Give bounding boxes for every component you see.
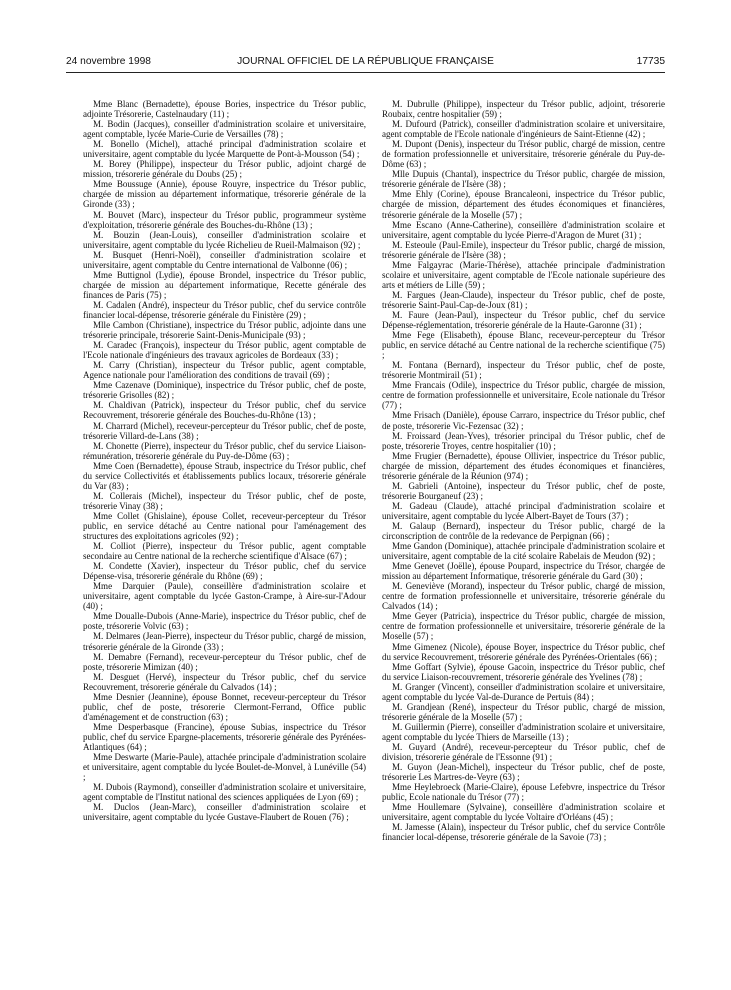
appointment-entry: Mlle Dupuis (Chantal), inspectrice du Trésor public, chargée de mission, trésorerie générale de l'Isère (38) ; [382, 169, 665, 190]
appointment-entry: Mme Collet (Ghislaine), épouse Collet, receveur-percepteur du Trésor public, en service détaché au Centre national pour l'aménagement des structures des exploitations agricoles (92) ; [83, 510, 366, 542]
appointment-entry: M. Bodin (Jacques), conseiller d'administration scolaire et universitaire, agent comptable, lycée Marie-Curie de Versailles (78) ; [83, 119, 366, 140]
appointment-entry: M. Dufourd (Patrick), conseiller d'administration scolaire et universitaire, agent comptable de l'Ecole nationale d'ingénieurs de Saint-Etienne (42) ; [382, 119, 665, 140]
appointment-entry: M. Chaldivan (Patrick), inspecteur du Trésor public, chef du service Recouvrement, trésorerie générale des Bouches-du-Rhône (13) ; [83, 400, 366, 421]
appointment-entry: M. Dubrulle (Philippe), inspecteur du Trésor public, adjoint, trésorerie Roubaix, centre hospitalier (59) ; [382, 99, 665, 120]
appointment-entry: M. Bonello (Michel), attaché principal d'administration scolaire et universitaire, agent comptable du lycée Marquette de Pont-à-Mousson (54) ; [83, 139, 366, 160]
appointment-entry: M. Carry (Christian), inspecteur du Trésor public, agent comptable, Agence nationale pour l'amélioration des conditions de travail (69) ; [83, 360, 366, 381]
appointment-entry: M. Faure (Jean-Paul), inspecteur du Trésor public, chef du service Dépense-réglementation, trésorerie générale de la Haute-Garonne (31) ; [382, 309, 665, 331]
appointment-entry: M. Collerais (Michel), inspecteur du Trésor public, chef de poste, trésorerie Vinay (38) ; [83, 490, 366, 511]
appointment-entry: M. Demabre (Fernand), receveur-percepteur du Trésor public, chef de poste, trésorerie Mimizan (40) ; [83, 651, 366, 672]
appointment-entry: M. Duclos (Jean-Marc), conseiller d'administration scolaire et universitaire, agent comptable du lycée Gustave-Flaubert de Rouen (76) ; [83, 802, 366, 823]
appointment-entry: Mme Francais (Odile), inspectrice du Trésor public, chargée de mission, centre de formation professionnelle et universitaire, Ecole nationale du Trésor (77) ; [382, 380, 665, 411]
appointment-entry: Mme Desnier (Jeannine), épouse Bonnet, receveur-percepteur du Trésor public, chef de poste, trésorerie Clermont-Ferrand, Office public d'aménagement et de construction (63) ; [83, 691, 366, 722]
appointment-entry: M. Granger (Vincent), conseiller d'administration scolaire et universitaire, agent comptable du lycée Val-de-Durance de Pertuis (84) ; [382, 681, 665, 702]
right-column [382, 99, 665, 842]
appointment-entry: Mme Gandon (Dominique), attachée principale d'administration scolaire et universitaire, agent comptable de la cité scolaire Rabelais de Meudon (92) ; [382, 541, 665, 562]
appointment-entry: M. Delmares (Jean-Pierre), inspecteur du Trésor public, chargé de mission, trésorerie générale de la Gironde (33) ; [83, 631, 366, 652]
appointment-entry: M. Desguet (Hervé), inspecteur du Trésor public, chef du service Recouvrement, trésorerie générale du Calvados (14) ; [83, 671, 366, 692]
left-column [83, 99, 366, 822]
appointment-entry: M. Geneviève (Morand), inspecteur du Trésor public, chargé de mission, centre de formation professionnelle et universitaire, trésorerie générale du Calvados (14) ; [382, 581, 665, 612]
appointment-entry: M. Fargues (Jean-Claude), inspecteur du Trésor public, chef de poste, trésorerie Saint-Paul-Cap-de-Joux (81) ; [382, 289, 665, 310]
appointment-entry: M. Guyon (Jean-Michel), inspecteur du Trésor public, chef de poste, trésorerie Les Martres-de-Veyre (63) ; [382, 762, 665, 783]
appointment-entry: Mme Gimenez (Nicole), épouse Boyer, inspectrice du Trésor public, chef du service Recouvrement, trésorerie générale des Pyrénées-Orientales (66) ; [382, 641, 665, 662]
header-page-number: 17735 [636, 56, 665, 67]
appointment-entry: M. Galaup (Bernard), inspecteur du Trésor public, chargé de la circonscription de contrôle de la redevance de Perpignan (66) ; [382, 520, 665, 542]
appointment-entry: Mme Geyer (Patricia), inspectrice du Trésor public, chargée de mission, centre de formation professionnelle et universitaire, trésorerie générale de la Moselle (57) ; [382, 611, 665, 642]
appointment-entry: M. Grandjean (René), inspecteur du Trésor public, chargé de mission, trésorerie générale de la Moselle (57) ; [382, 701, 665, 722]
appointment-entry: Mme Falgayrac (Marie-Thérèse), attachée principale d'administration scolaire et universitaire, agent comptable de l'Ecole nationale supérieure des arts et métiers de Lille (59) ; [382, 259, 665, 290]
appointment-entry: M. Guyard (André), receveur-percepteur du Trésor public, chef de division, trésorerie générale de l'Essonne (91) ; [382, 742, 665, 763]
appointment-entry: M. Gabrieli (Antoine), inspecteur du Trésor public, chef de poste, trésorerie Bourganeuf (23) ; [382, 480, 665, 501]
appointment-entry: Mme Frisach (Danièle), épouse Carraro, inspectrice du Trésor public, chef de poste, trésorerie Vic-Fezensac (32) ; [382, 410, 665, 431]
appointment-entry: M. Guillermin (Pierre), conseiller d'administration scolaire et universitaire, agent comptable du lycée Thiers de Marseille (13) ; [382, 721, 665, 742]
appointment-entry: Mme Ehly (Corine), épouse Brancaleoni, inspectrice du Trésor public, chargée de mission, département des études économiques et financières, trésorerie générale de la Moselle (57) ; [382, 189, 665, 220]
appointment-entry: Mme Blanc (Bernadette), épouse Bories, inspectrice du Trésor public, adjointe Trésorerie, Castelnaudary (11) ; [83, 99, 366, 120]
appointment-entry: Mme Boussuge (Annie), épouse Rouyre, inspectrice du Trésor public, chargée de mission au département informatique, trésorerie générale de la Gironde (33) ; [83, 179, 366, 210]
appointment-entry: Mme Buttignol (Lydie), épouse Brondel, inspectrice du Trésor public, chargée de mission au département informatique, Recette générale des finances de Paris (75) ; [83, 269, 366, 300]
appointment-entry: M. Dubois (Raymond), conseiller d'administration scolaire et universitaire, agent comptable de l'Institut national des sciences appliquées de Lyon (69) ; [83, 782, 366, 803]
appointment-entry: Mme Doualle-Dubois (Anne-Marie), inspectrice du Trésor public, chef de poste, trésorerie Volvic (63) ; [83, 611, 366, 632]
header-date: 24 novembre 1998 [66, 56, 151, 67]
appointment-entry: M. Bouvet (Marc), inspecteur du Trésor public, programmeur système d'exploitation, trésorerie générale des Bouches-du-Rhône (13) ; [83, 209, 366, 230]
appointment-entry: Mlle Cambon (Christiane), inspectrice du Trésor public, adjointe dans une trésorerie principale, trésorerie Saint-Denis-Municipale (93) ; [83, 320, 366, 341]
appointment-entry: M. Bouzin (Jean-Louis), conseiller d'administration scolaire et universitaire, agent comptable du lycée Richelieu de Rueil-Malmaison (92) ; [83, 229, 366, 250]
appointment-entry: M. Gadeau (Claude), attaché principal d'administration scolaire et universitaire, agent comptable du lycée Albert-Bayet de Tours (37) ; [382, 500, 665, 521]
appointment-entry: M. Dupont (Denis), inspecteur du Trésor public, chargé de mission, centre de formation professionnelle et universitaire, trésorerie générale du Puy-de-Dôme (63) ; [382, 139, 665, 170]
appointment-entry: M. Charrard (Michel), receveur-percepteur du Trésor public, chef de poste, trésorerie Villard-de-Lans (38) ; [83, 420, 366, 441]
appointment-entry: Mme Deswarte (Marie-Paule), attachée principale d'administration scolaire et universitaire, agent comptable du lycée Boulet-de-Monvel, à Lunéville (54) ; [83, 752, 366, 783]
appointment-entry: M. Fontana (Bernard), inspecteur du Trésor public, chef de poste, trésorerie Montmirail (51) ; [382, 360, 665, 381]
appointment-entry: M. Borey (Philippe), inspecteur du Trésor public, adjoint chargé de mission, trésorerie générale du Doubs (25) ; [83, 159, 366, 180]
appointment-entry: M. Esteoule (Paul-Emile), inspecteur du Trésor public, chargé de mission, trésorerie générale de l'Isère (38) ; [382, 239, 665, 260]
appointment-entry: Mme Darquier (Paule), conseillère d'administration scolaire et universitaire, agent comptable du lycée Gaston-Crampe, à Aire-sur-l'Adour (40) ; [83, 581, 366, 612]
header-rule [66, 72, 665, 73]
appointment-entry: M. Jamesse (Alain), inspecteur du Trésor public, chef du service Contrôle financier local-dépense, trésorerie générale de la Savoie (73) ; [382, 822, 665, 843]
appointment-entry: Mme Frugier (Bernadette), épouse Ollivier, inspectrice du Trésor public, chargée de mission, département des études économiques et financières, trésorerie générale de la Réunion (974) ; [382, 450, 665, 481]
appointment-entry: M. Condette (Xavier), inspecteur du Trésor public, chef du service Dépense-visa, trésorerie générale du Rhône (69) ; [83, 561, 366, 582]
appointment-entry: Mme Cazenave (Dominique), inspectrice du Trésor public, chef de poste, trésorerie Grisolles (82) ; [83, 380, 366, 401]
appointment-entry: Mme Houllemare (Sylvaine), conseillère d'administration scolaire et universitaire, agent comptable du lycée Voltaire d'Orléans (45) ; [382, 802, 665, 823]
appointment-entry: Mme Genevet (Joëlle), épouse Poupard, inspectrice du Trésor, chargée de mission au département Informatique, trésorerie générale du Gard (30) ; [382, 561, 665, 582]
appointment-entry: M. Caradec (François), inspecteur du Trésor public, agent comptable de l'Ecole nationale d'ingénieurs des travaux agricoles de Bordeaux (33) ; [83, 340, 366, 361]
appointment-entry: M. Colliot (Pierre), inspecteur du Trésor public, agent comptable secondaire au Centre national de la recherche scientifique d'Alsace (67) ; [83, 541, 366, 562]
appointment-entry: M. Cadalen (André), inspecteur du Trésor public, chef du service contrôle financier local-dépense, trésorerie générale du Finistère (29) ; [83, 299, 366, 320]
appointment-entry: Mme Heylebroeck (Marie-Claire), épouse Lefebvre, inspectrice du Trésor public, Ecole nationale du Trésor (77) ; [382, 782, 665, 803]
header-title: JOURNAL OFFICIEL DE LA RÉPUBLIQUE FRANÇAISE [237, 56, 494, 67]
appointment-entry: Mme Fege (Elisabeth), épouse Blanc, receveur-percepteur du Trésor public, en service détaché au Centre national de la recherche scientifique (75) ; [382, 330, 665, 361]
appointment-entry: Mme Coen (Bernadette), épouse Straub, inspectrice du Trésor public, chef du service Collectivités et établissements publics locaux, trésorerie générale du Var (83) ; [83, 460, 366, 491]
appointment-entry: M. Busquet (Henri-Noël), conseiller d'administration scolaire et universitaire, agent comptable du Centre international de Valbonne (06) ; [83, 249, 366, 270]
appointment-entry: Mme Goffart (Sylvie), épouse Gacoin, inspectrice du Trésor public, chef du service Liaison-recouvrement, trésorerie générale des Yvelines (78) ; [382, 661, 665, 682]
appointment-entry: M. Froissard (Jean-Yves), trésorier principal du Trésor public, chef de poste, trésorerie Troyes, centre hospitalier (10) ; [382, 430, 665, 451]
appointment-entry: M. Chonette (Pierre), inspecteur du Trésor public, chef du service Liaison-rémunération, trésorerie générale du Puy-de-Dôme (63) ; [83, 440, 366, 461]
appointment-entry: Mme Escano (Anne-Catherine), conseillère d'administration scolaire et universitaire, agent comptable du lycée Pierre-d'Aragon de Muret (31) ; [382, 219, 665, 240]
appointment-entry: Mme Desperbasque (Francine), épouse Subias, inspectrice du Trésor public, chef du service Epargne-placements, trésorerie générale des Pyrénées-Atlantiques (64) ; [83, 721, 366, 752]
